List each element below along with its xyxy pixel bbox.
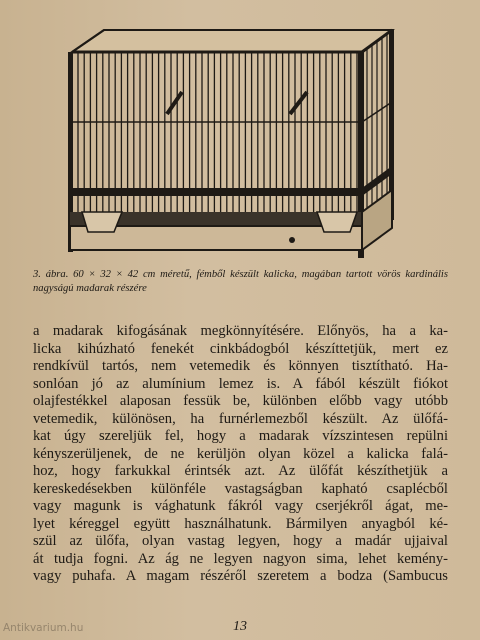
- body-line: át tudja fogni. Az ág ne legyen nagyon sima, lehet kemény-: [33, 550, 448, 567]
- body-line: sonlóan jó az alumínium lemez is. A fából készült fiókot: [33, 375, 448, 392]
- body-text: [33, 323, 448, 586]
- perch-right: [290, 92, 307, 114]
- figure-caption: 3. ábra. 60 × 32 × 42 cm méretű, fémből készült kalicka, magában tartott vörös kardinális nagyságú madarak részére: [33, 269, 448, 294]
- feeder-left: [82, 212, 122, 232]
- perch-left: [167, 92, 182, 114]
- feeder-right: [317, 212, 357, 232]
- watermark: Antikvarium.hu: [3, 622, 84, 634]
- body-line: kényszerüljenek, de ne kerüljön olyan közel a kalicka falá-: [33, 445, 448, 462]
- body-line: rendkívül tartós, nem vetemedik és könnyen tisztítható. Ha-: [33, 358, 448, 374]
- drawer-knob: [289, 237, 295, 243]
- cage-drawing: [52, 22, 414, 260]
- body-line: lyet kéreggel együtt használhatunk. Bármilyen anyagból ké-: [33, 515, 448, 532]
- body-line: licka kihúzható fenekét cinkbádogból készíttetjük, mert ez: [33, 340, 448, 357]
- body-line: kat úgy szereljük fel, hogy a madarak vízszintesen repülni: [33, 428, 448, 444]
- page-number: 13: [233, 619, 247, 634]
- body-line: vagy magunk is vághatunk fákról vagy cserjékről ágat, me-: [33, 498, 448, 514]
- body-line: vetemedik, különösen, ha furnérlemezből készült. Az ülőfá-: [33, 410, 448, 427]
- body-line: hoz, hogy farkukkal érintsék azt. Az ülőfát készíthetjük a: [33, 463, 448, 479]
- body-line: vagy puhafa. A magam részéről szeretem a bodza (Sambucus: [33, 568, 448, 584]
- body-line: szül az ülőfa, olyan vastag legyen, hogy a madár ujjaival: [33, 533, 448, 549]
- body-line: olajfestékkel alaposan fessük be, különben előbb vagy utóbb: [33, 393, 448, 409]
- body-line: a madarak kifogásának megkönnyítésére. Előnyös, ha a ka-: [33, 323, 448, 339]
- cage-illustration: [52, 22, 414, 260]
- body-line: kereskedésekben különféle vastagságban kapható csaplécből: [33, 480, 448, 497]
